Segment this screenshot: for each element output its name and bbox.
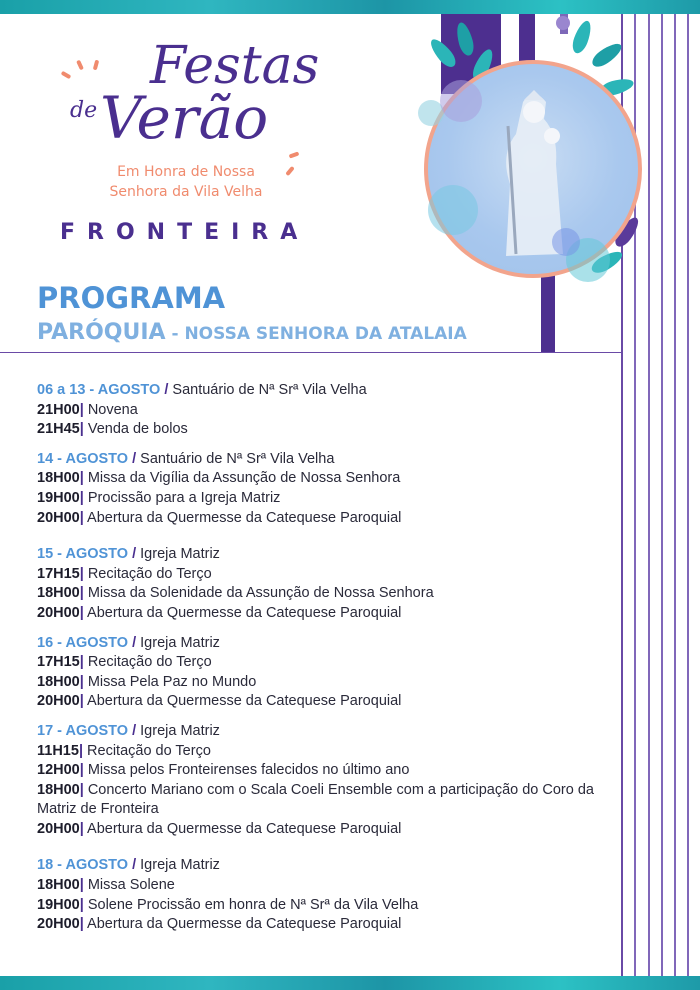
event-time: 12H00 — [37, 762, 80, 779]
event-row: 19H00| Procissão para a Igreja Matriz — [37, 489, 281, 506]
decor-bubble — [428, 185, 478, 235]
event-text: Abertura da Quermesse da Catequese Paroquial — [87, 509, 402, 526]
logo-title-de: de — [70, 98, 98, 123]
event-text: Missa da Vigília da Assunção de Nossa Senhora — [87, 470, 401, 487]
schedule-list — [37, 381, 617, 945]
event-time: 18H00 — [37, 585, 80, 602]
sparkle-icon — [76, 60, 84, 71]
decor-bubble — [440, 80, 482, 122]
event-time: 18H00 — [37, 877, 80, 894]
event-time: 18H00 — [37, 470, 80, 487]
decor-band-mid — [519, 14, 535, 64]
logo-subtitle-line1: Em Honra de Nossa — [117, 164, 255, 180]
event-row: 19H00| Solene Procissão em honra de Nª Srª da Vila Velha — [37, 896, 419, 913]
event-time: 19H00 — [37, 489, 80, 506]
leaf-icon — [589, 40, 625, 71]
event-text: Missa Solene — [87, 877, 175, 894]
schedule-day — [37, 722, 617, 840]
event-row: 17H15| Recitação do Terço — [37, 565, 212, 582]
day-date: 14 - AGOSTO — [37, 450, 129, 467]
event-text: Missa pelos Fronteirenses falecidos no último ano — [87, 762, 410, 779]
decor-bubble — [552, 228, 580, 256]
event-time: 17H15 — [37, 654, 80, 671]
schedule-day — [37, 450, 617, 528]
event-time: 20H00 — [37, 604, 80, 621]
page-title: PROGRAMA — [37, 281, 226, 315]
event-time: 18H00 — [37, 781, 80, 798]
sparkle-icon — [289, 151, 300, 158]
schedule-day — [37, 545, 617, 623]
decor-bubble — [556, 16, 570, 30]
event-row: 20H00| Abertura da Quermesse da Catequese Paroquial — [37, 916, 402, 933]
event-row: 20H00| Abertura da Quermesse da Catequese Paroquial — [37, 509, 402, 526]
parish-subtitle — [37, 320, 467, 345]
schedule-day — [37, 381, 617, 440]
event-row: 18H00| Missa Pela Paz no Mundo — [37, 673, 257, 690]
day-header: 17 - AGOSTO / Igreja Matriz — [37, 722, 220, 739]
event-row: 21H45| Venda de bolos — [37, 421, 188, 438]
event-time: 17H15 — [37, 565, 80, 582]
sparkle-icon — [285, 166, 294, 176]
decor-line-5 — [674, 14, 676, 976]
day-place: Igreja Matriz — [140, 722, 220, 739]
event-text: Venda de bolos — [87, 421, 188, 438]
event-row: 18H00| Missa da Vigília da Assunção de Nossa Senhora — [37, 470, 401, 487]
event-text: Concerto Mariano com o Scala Coeli Ensemble com a participação do Coro da Matriz de Fronteira — [37, 781, 594, 818]
event-row: 12H00| Missa pelos Fronteirenses falecidos no último ano — [37, 762, 410, 779]
event-text: Abertura da Quermesse da Catequese Paroquial — [87, 604, 402, 621]
schedule-day — [37, 634, 617, 712]
day-header: 18 - AGOSTO / Igreja Matriz — [37, 857, 220, 874]
event-row: 18H00| Missa Solene — [37, 877, 175, 894]
location-title: FRONTEIRA — [60, 220, 310, 245]
day-header: 15 - AGOSTO / Igreja Matriz — [37, 546, 220, 563]
event-text: Recitação do Terço — [87, 654, 212, 671]
decor-line-3 — [648, 14, 650, 976]
day-header: 14 - AGOSTO / Santuário de Nª Srª Vila Velha — [37, 450, 335, 467]
top-teal-bar — [0, 0, 700, 14]
event-text: Solene Procissão em honra de Nª Srª da Vila Velha — [87, 896, 419, 913]
event-time: 21H00 — [37, 401, 80, 418]
event-row: 11H15| Recitação do Terço — [37, 742, 211, 759]
day-date: 15 - AGOSTO — [37, 546, 129, 563]
event-time: 20H00 — [37, 693, 80, 710]
event-row: 21H00| Novena — [37, 401, 138, 418]
parish-label: PARÓQUIA — [37, 320, 166, 345]
event-time: 20H00 — [37, 916, 80, 933]
event-text: Abertura da Quermesse da Catequese Paroquial — [87, 916, 402, 933]
parish-name: - NOSSA SENHORA DA ATALAIA — [165, 324, 467, 344]
day-date: 18 - AGOSTO — [37, 857, 129, 874]
decor-line-4 — [661, 14, 663, 976]
event-row: 20H00| Abertura da Quermesse da Catequese Paroquial — [37, 820, 402, 837]
logo-title-verao: Verão — [100, 84, 269, 152]
bottom-teal-bar — [0, 976, 700, 990]
day-date: 17 - AGOSTO — [37, 722, 129, 739]
event-text: Recitação do Terço — [87, 565, 212, 582]
decor-line-6 — [687, 14, 689, 976]
event-text: Missa Pela Paz no Mundo — [87, 673, 257, 690]
leaf-icon — [570, 19, 595, 56]
event-time: 20H00 — [37, 820, 80, 837]
event-time: 19H00 — [37, 896, 80, 913]
header-divider — [0, 352, 621, 353]
day-header: 06 a 13 - AGOSTO / Santuário de Nª Srª Vila Velha — [37, 382, 367, 398]
event-time: 18H00 — [37, 673, 80, 690]
decor-band-right — [541, 270, 555, 353]
event-text: Abertura da Quermesse da Catequese Paroquial — [87, 820, 402, 837]
logo-subtitle-line2: Senhora da Vila Velha — [109, 184, 263, 200]
logo-title-festas: Festas — [150, 36, 320, 96]
event-text: Novena — [87, 401, 138, 418]
day-place: Igreja Matriz — [140, 634, 220, 651]
day-header: 16 - AGOSTO / Igreja Matriz — [37, 634, 220, 651]
day-date: 06 a 13 - AGOSTO — [37, 382, 161, 398]
day-place: Igreja Matriz — [140, 857, 220, 874]
day-place: Igreja Matriz — [140, 546, 220, 563]
event-time: 21H45 — [37, 421, 80, 438]
event-row: 20H00| Abertura da Quermesse da Catequese Paroquial — [37, 604, 402, 621]
day-date: 16 - AGOSTO — [37, 634, 129, 651]
event-row: 18H00| Concerto Mariano com o Scala Coeli Ensemble com a participação do Coro da Matriz de Fronteira — [37, 781, 594, 818]
event-row: 17H15| Recitação do Terço — [37, 654, 212, 671]
event-text: Recitação do Terço — [87, 742, 211, 759]
event-time: 20H00 — [37, 509, 80, 526]
day-place: Santuário de Nª Srª Vila Velha — [140, 450, 335, 467]
day-place: Santuário de Nª Srª Vila Velha — [172, 382, 367, 398]
event-text: Procissão para a Igreja Matriz — [87, 489, 281, 506]
event-row: 18H00| Missa da Solenidade da Assunção de Nossa Senhora — [37, 585, 434, 602]
event-text: Missa da Solenidade da Assunção de Nossa Senhora — [87, 585, 434, 602]
event-row: 20H00| Abertura da Quermesse da Catequese Paroquial — [37, 693, 402, 710]
sparkle-icon — [61, 71, 72, 79]
event-text: Abertura da Quermesse da Catequese Paroquial — [87, 693, 402, 710]
sparkle-icon — [93, 60, 99, 71]
schedule-day — [37, 856, 617, 934]
event-time: 11H15 — [37, 742, 79, 759]
